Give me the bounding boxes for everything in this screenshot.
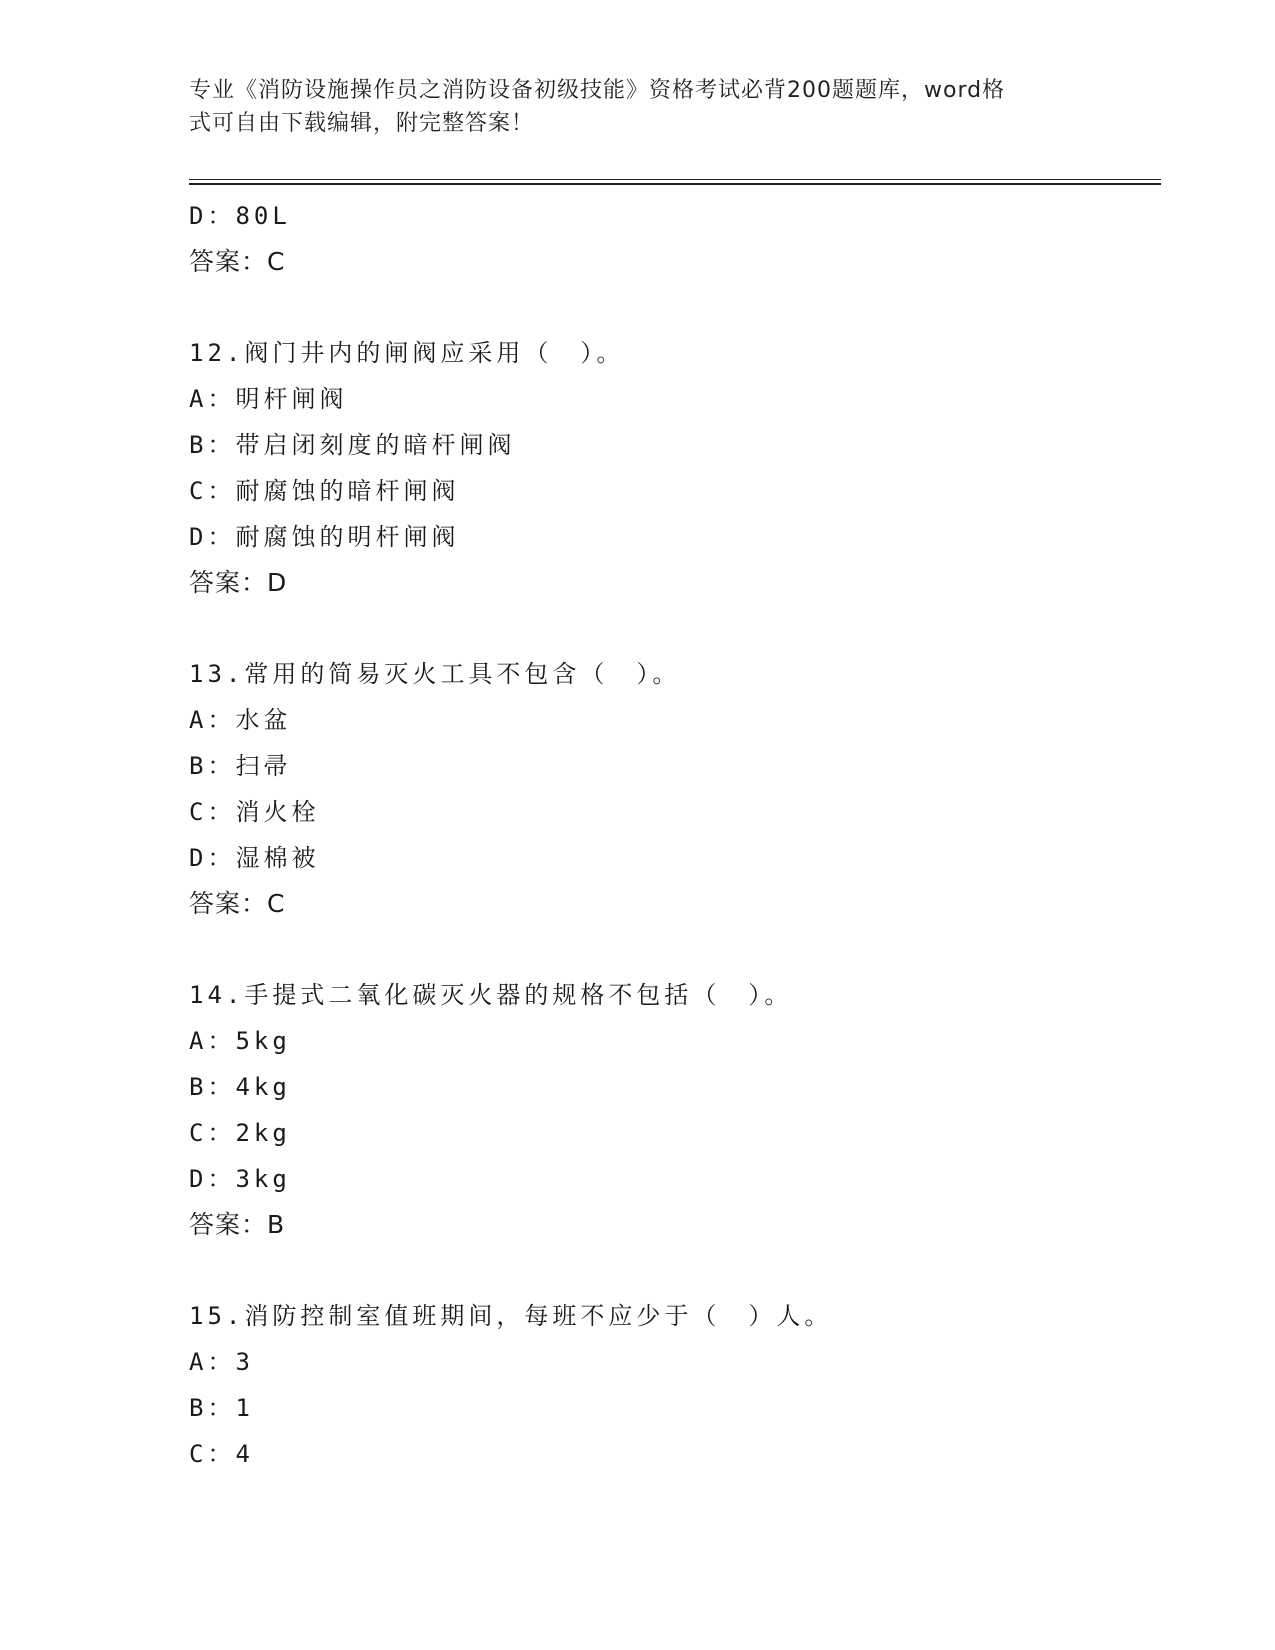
option-d: D：3kg xyxy=(189,1165,291,1193)
option-d: D：耐腐蚀的明杆闸阀 xyxy=(189,523,460,551)
document-header xyxy=(189,74,1069,140)
header-divider-thick xyxy=(189,183,1161,185)
question-15 xyxy=(189,1293,1161,1477)
option-c: C：耐腐蚀的暗杆闸阀 xyxy=(189,477,460,505)
option-a: A：5kg xyxy=(189,1027,291,1055)
option-a: A：水盆 xyxy=(189,706,292,734)
spacer xyxy=(189,285,1161,330)
spacer xyxy=(189,606,1161,651)
answer-line: 答案：D xyxy=(189,568,288,597)
header-line-2: 式可自由下载编辑，附完整答案！ xyxy=(189,111,535,136)
option-c: C：4 xyxy=(189,1440,254,1468)
option-b: B：1 xyxy=(189,1394,254,1422)
option-a: A：明杆闸阀 xyxy=(189,385,348,413)
question-13 xyxy=(189,651,1161,927)
question-list xyxy=(189,193,1161,1477)
question-stem: 13.常用的简易灭火工具不包含（ ）。 xyxy=(189,660,681,688)
spacer xyxy=(189,927,1161,972)
question-12 xyxy=(189,330,1161,606)
answer-line: 答案：C xyxy=(189,889,286,918)
question-stem: 12.阀门井内的闸阀应采用（ ）。 xyxy=(189,339,625,367)
question-stem: 14.手提式二氧化碳灭火器的规格不包括（ ）。 xyxy=(189,981,793,1009)
question-stem: 15.消防控制室值班期间，每班不应少于（ ）人。 xyxy=(189,1302,833,1330)
header-divider-thin xyxy=(189,179,1161,180)
option-a: A：3 xyxy=(189,1348,254,1376)
option-c: C：2kg xyxy=(189,1119,291,1147)
option-b: B：扫帚 xyxy=(189,752,292,780)
option-d: D：80L xyxy=(189,202,291,230)
option-b: B：4kg xyxy=(189,1073,291,1101)
answer-line: 答案：B xyxy=(189,1210,286,1239)
answer-line: 答案：C xyxy=(189,247,286,276)
spacer xyxy=(189,1248,1161,1293)
option-d: D：湿棉被 xyxy=(189,844,320,872)
option-c: C：消火栓 xyxy=(189,798,320,826)
header-line-1: 专业《消防设施操作员之消防设备初级技能》资格考试必背200题题库，word格 xyxy=(189,78,1006,103)
question-14 xyxy=(189,972,1161,1248)
option-b: B：带启闭刻度的暗杆闸阀 xyxy=(189,431,516,459)
